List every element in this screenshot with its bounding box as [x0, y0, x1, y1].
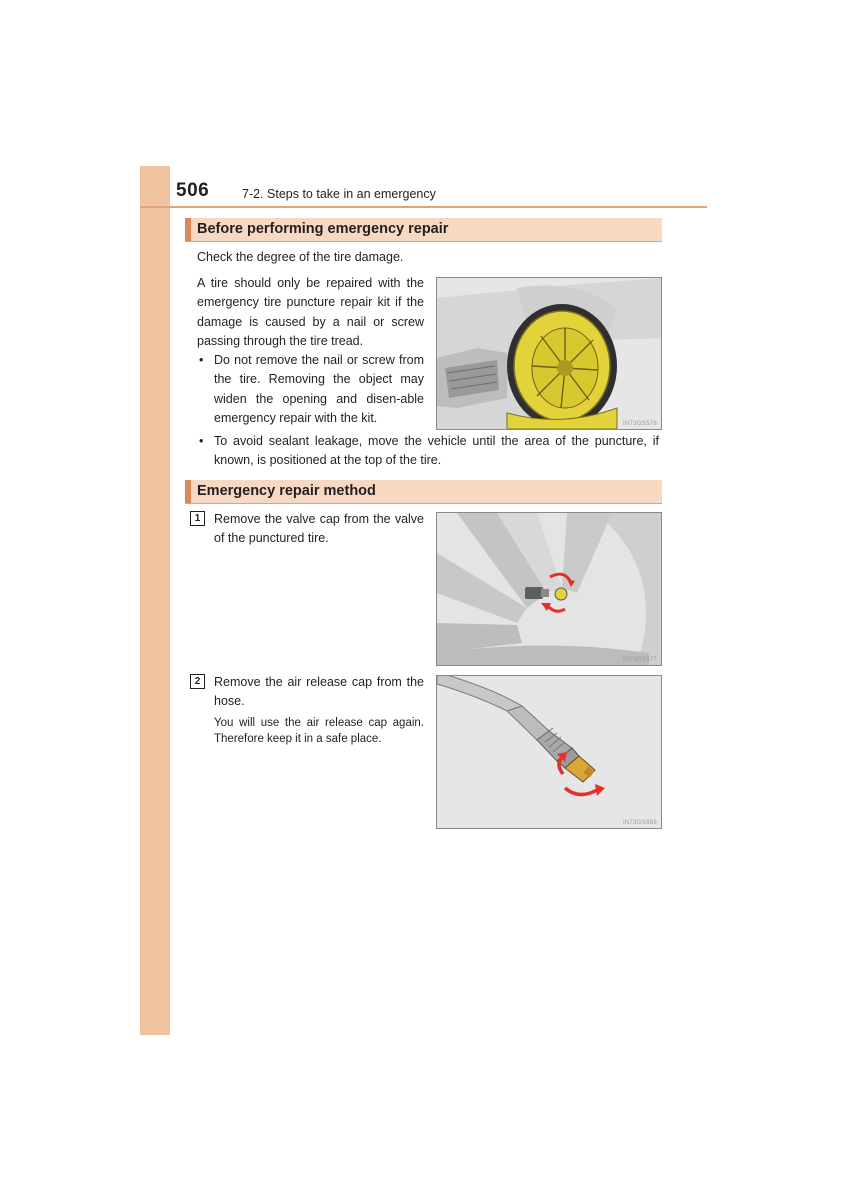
- page-number: 506: [176, 180, 210, 201]
- header-rule: [140, 206, 707, 208]
- bullet-item-nail: [199, 351, 424, 429]
- bullet-dot: •: [199, 353, 204, 367]
- bullet-text: To avoid sealant leakage, move the vehicle until the area of the puncture, if known, is positioned at the top of the tire.: [214, 434, 659, 468]
- step-2-text: Remove the air release cap from the hose.: [214, 675, 424, 709]
- figure-code: IN73GS577: [622, 657, 657, 663]
- step-2-note: You will use the air release cap again. Therefore keep it in a safe place.: [214, 717, 424, 745]
- figure-code: IN73GS576: [622, 421, 657, 427]
- step-number-2: 2: [190, 674, 205, 689]
- section-heading-before-repair: [185, 218, 662, 242]
- repair-condition-text: A tire should only be repaired with the emergency tire puncture repair kit if the damage is caused by a nail or screw passing through the tire tread.: [197, 276, 424, 349]
- chapter-side-tab: [140, 166, 170, 1035]
- figure-code: IN73GS889: [622, 820, 657, 826]
- section-heading-text: Emergency repair method: [197, 483, 376, 499]
- figure-tire-highlight: [436, 277, 662, 430]
- figure-air-release-cap: [436, 675, 662, 829]
- section-heading-repair-method: [185, 480, 662, 504]
- section-heading-text: Before performing emergency repair: [197, 221, 449, 237]
- bullet-text: Do not remove the nail or screw from the tire. Removing the object may widen the opening and disen-able emergency repair with the kit.: [214, 353, 424, 426]
- step-number-1: 1: [190, 511, 205, 526]
- figure-valve-cap: [436, 512, 662, 666]
- chapter-title: 7-2. Steps to take in an emergency: [242, 187, 436, 201]
- bullet-dot: •: [199, 434, 204, 448]
- step-1-text: Remove the valve cap from the valve of the punctured tire.: [214, 512, 424, 546]
- intro-text: Check the degree of the tire damage.: [197, 250, 404, 264]
- bullet-item-sealant: [199, 432, 659, 472]
